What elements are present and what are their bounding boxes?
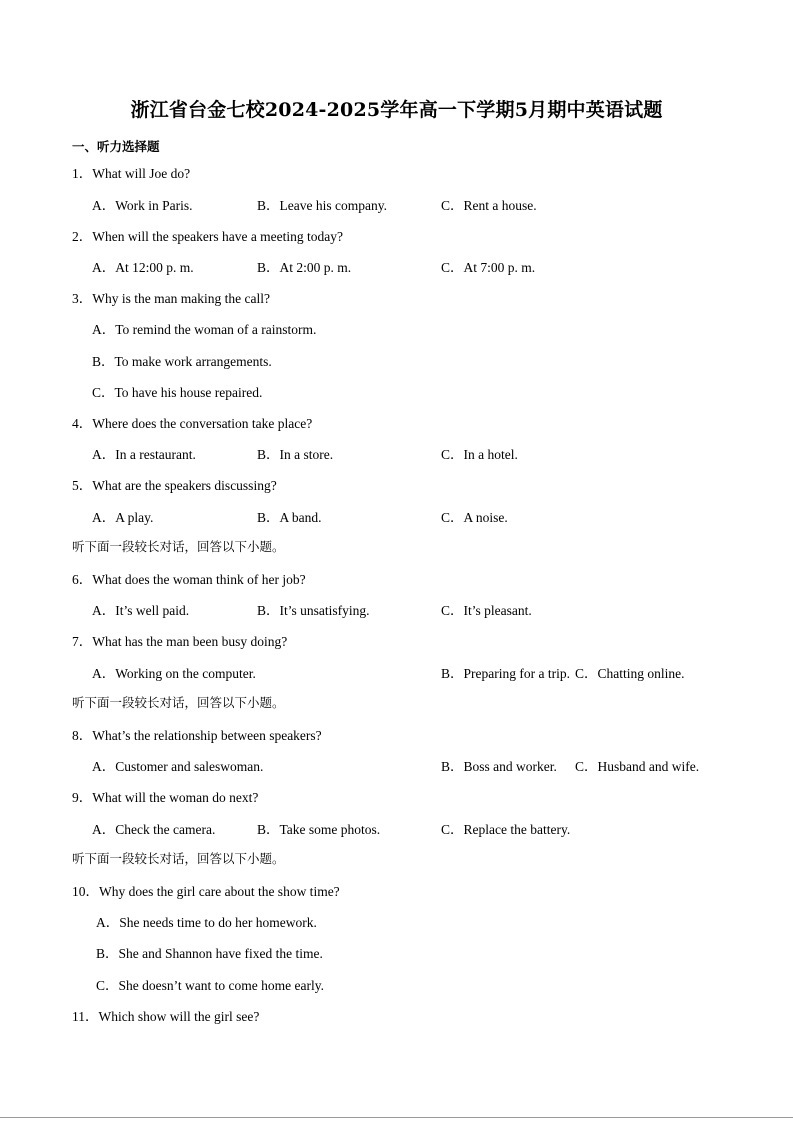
question-7-option-c: C．Chatting online. [575,666,685,681]
question-2-option-c: C．At 7:00 p. m. [441,260,536,275]
instruction-note: 听下面一段较长对话，回答以下小题。 [72,695,285,710]
question-10-option-a: A．She needs time to do her homework. [96,915,317,930]
question-9-stem: 9．What will the woman do next? [72,790,259,805]
question-4-option-b: B．In a store. [257,447,334,462]
page-title: 浙江省台金七校2024-2025学年高一下学期5月期中英语试题 [130,99,663,121]
question-8-option-b: B．Boss and worker. [441,759,557,774]
question-10-option-b: B．She and Shannon have fixed the time. [96,946,323,961]
question-4-stem: 4．Where does the conversation take place? [72,416,313,431]
question-11-stem: 11．Which show will the girl see? [72,1009,260,1024]
question-4-option-a: A．In a restaurant. [92,447,196,462]
question-6-option-c: C．It’s pleasant. [441,603,532,618]
question-3-option-b: B．To make work arrangements. [92,354,272,369]
question-10-option-c: C．She doesn’t want to come home early. [96,978,324,993]
question-9-option-b: B．Take some photos. [257,822,381,837]
question-1-option-b: B．Leave his company. [257,198,387,213]
question-3-stem: 3．Why is the man making the call? [72,291,270,306]
question-5-option-c: C．A noise. [441,510,508,525]
question-7-stem: 7．What has the man been busy doing? [72,634,288,649]
question-7-option-b: B．Preparing for a trip. [441,666,570,681]
instruction-note: 听下面一段较长对话，回答以下小题。 [72,539,285,554]
question-1-option-c: C．Rent a house. [441,198,537,213]
section-heading: 一、听力选择题 [72,139,160,154]
question-1-option-a: A．Work in Paris. [92,198,193,213]
question-7-option-a: A．Working on the computer. [92,666,256,681]
question-4-option-c: C．In a hotel. [441,447,518,462]
question-3-option-a: A．To remind the woman of a rainstorm. [92,322,317,337]
question-9-option-c: C．Replace the battery. [441,822,571,837]
question-3-option-c: C．To have his house repaired. [92,385,263,400]
question-5-option-a: A．A play. [92,510,154,525]
question-2-option-b: B．At 2:00 p. m. [257,260,352,275]
question-6-option-a: A．It’s well paid. [92,603,190,618]
question-6-option-b: B．It’s unsatisfying. [257,603,370,618]
question-5-stem: 5．What are the speakers discussing? [72,478,277,493]
instruction-note: 听下面一段较长对话，回答以下小题。 [72,851,285,866]
question-8-option-c: C．Husband and wife. [575,759,700,774]
question-1-stem: 1．What will Joe do? [72,166,191,181]
question-8-option-a: A．Customer and saleswoman. [92,759,264,774]
question-5-option-b: B．A band. [257,510,322,525]
question-6-stem: 6．What does the woman think of her job? [72,572,306,587]
page-bottom-rule [0,1117,793,1118]
question-8-stem: 8．What’s the relationship between speakers? [72,728,322,743]
question-2-stem: 2．When will the speakers have a meeting today? [72,229,344,244]
question-10-stem: 10．Why does the girl care about the show time? [72,884,340,899]
question-2-option-a: A．At 12:00 p. m. [92,260,194,275]
question-9-option-a: A．Check the camera. [92,822,216,837]
